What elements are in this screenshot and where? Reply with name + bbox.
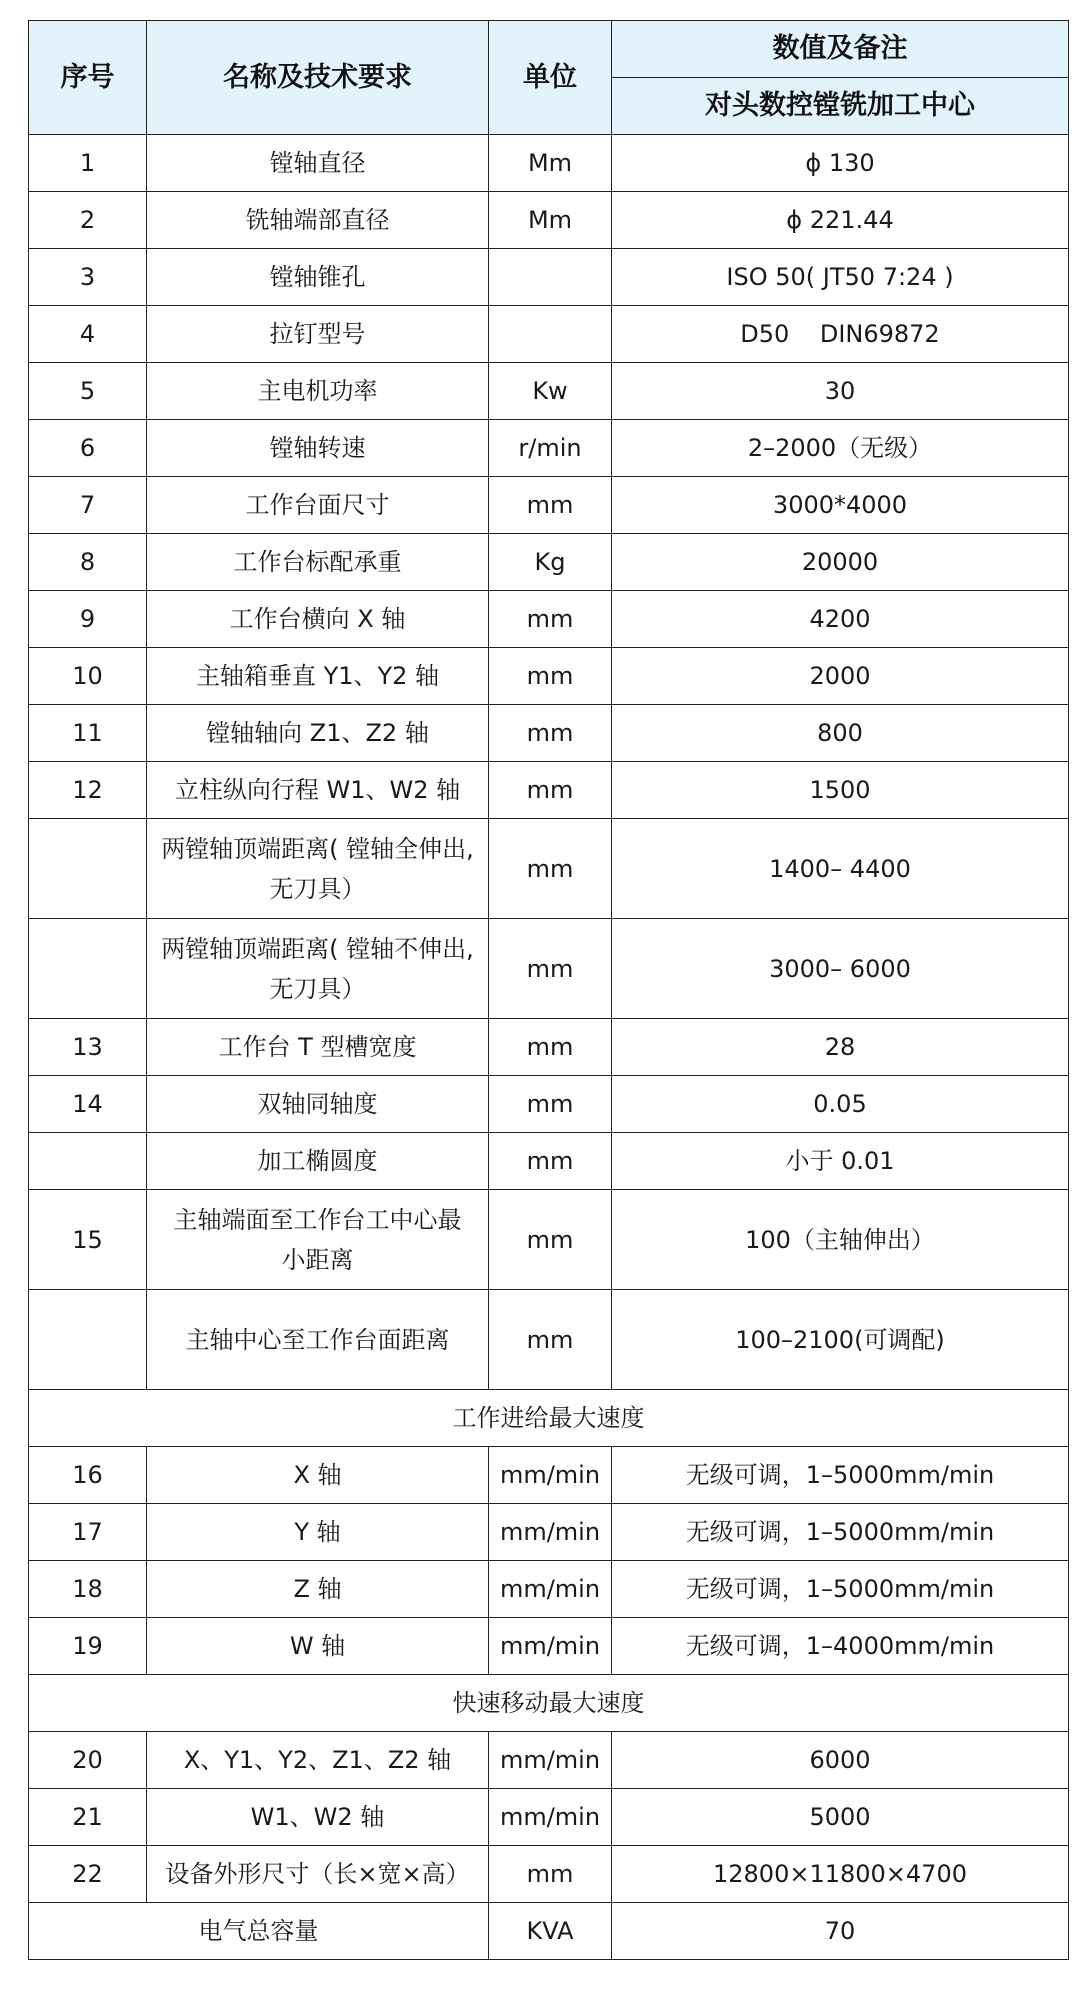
cell-no: 11 [29, 705, 147, 762]
cell-value: 无级可调，1–5000mm/min [612, 1561, 1069, 1618]
cell-name [147, 819, 489, 919]
cell-name: 镗轴轴向 Z1、Z2 轴 [147, 705, 489, 762]
table-row [29, 1732, 1069, 1789]
cell-unit: mm [489, 1290, 612, 1390]
section-title-feed: 工作进给最大速度 [29, 1390, 1069, 1447]
table-row [29, 1618, 1069, 1675]
section-title-rapid: 快速移动最大速度 [29, 1675, 1069, 1732]
cell-unit: mm [489, 1190, 612, 1290]
section-row-rapid [29, 1675, 1069, 1732]
cell-value: 无级可调，1–5000mm/min [612, 1504, 1069, 1561]
table-body [29, 135, 1069, 1960]
cell-unit: mm [489, 648, 612, 705]
spec-table [28, 20, 1069, 1960]
cell-no [29, 1133, 147, 1190]
cell-name: 主轴中心至工作台面距离 [147, 1290, 489, 1390]
cell-no: 21 [29, 1789, 147, 1846]
cell-name: 工作台横向 X 轴 [147, 591, 489, 648]
cell-unit: mm/min [489, 1447, 612, 1504]
cell-name: 镗轴锥孔 [147, 249, 489, 306]
cell-no: 6 [29, 420, 147, 477]
cell-unit: Mm [489, 135, 612, 192]
cell-unit: mm [489, 1019, 612, 1076]
cell-name-line1: 两镗轴顶端距离( 镗轴全伸出, [161, 834, 474, 863]
cell-no: 19 [29, 1618, 147, 1675]
cell-no: 16 [29, 1447, 147, 1504]
table-row [29, 1019, 1069, 1076]
cell-value: 100–2100(可调配) [612, 1290, 1069, 1390]
cell-value: D50 DIN69872 [612, 306, 1069, 363]
cell-no [29, 919, 147, 1019]
cell-name: 双轴同轴度 [147, 1076, 489, 1133]
cell-unit: mm [489, 1846, 612, 1903]
cell-name-line2: 小距离 [281, 1245, 354, 1274]
cell-unit: r/min [489, 420, 612, 477]
cell-unit: mm [489, 1076, 612, 1133]
cell-no: 17 [29, 1504, 147, 1561]
cell-name: 拉钉型号 [147, 306, 489, 363]
cell-name: 主轴箱垂直 Y1、Y2 轴 [147, 648, 489, 705]
cell-unit: mm [489, 477, 612, 534]
cell-value: ϕ 221.44 [612, 192, 1069, 249]
table-row [29, 1789, 1069, 1846]
cell-name: W1、W2 轴 [147, 1789, 489, 1846]
cell-value: 3000*4000 [612, 477, 1069, 534]
table-row [29, 591, 1069, 648]
cell-no [29, 819, 147, 919]
cell-unit: mm/min [489, 1732, 612, 1789]
table-row [29, 1561, 1069, 1618]
table-row [29, 363, 1069, 420]
cell-name: 加工椭圆度 [147, 1133, 489, 1190]
table-row [29, 648, 1069, 705]
cell-value: ϕ 130 [612, 135, 1069, 192]
section-row-feed [29, 1390, 1069, 1447]
cell-no: 9 [29, 591, 147, 648]
cell-name: 工作台面尺寸 [147, 477, 489, 534]
cell-no: 4 [29, 306, 147, 363]
cell-unit: mm/min [489, 1561, 612, 1618]
cell-value: 30 [612, 363, 1069, 420]
cell-value: 3000– 6000 [612, 919, 1069, 1019]
cell-value: 12800×11800×4700 [612, 1846, 1069, 1903]
cell-name: Z 轴 [147, 1561, 489, 1618]
cell-unit: mm [489, 819, 612, 919]
cell-no: 20 [29, 1732, 147, 1789]
cell-unit: mm [489, 762, 612, 819]
cell-name: Y 轴 [147, 1504, 489, 1561]
cell-value: 800 [612, 705, 1069, 762]
cell-unit: mm [489, 919, 612, 1019]
cell-name: 工作台标配承重 [147, 534, 489, 591]
cell-value: 0.05 [612, 1076, 1069, 1133]
cell-name: 设备外形尺寸（长×宽×高） [147, 1846, 489, 1903]
table-row [29, 306, 1069, 363]
cell-no: 7 [29, 477, 147, 534]
cell-value: 小于 0.01 [612, 1133, 1069, 1190]
cell-name: W 轴 [147, 1618, 489, 1675]
table-row [29, 534, 1069, 591]
cell-unit: mm [489, 1133, 612, 1190]
header-value-sub: 对头数控镗铣加工中心 [612, 78, 1069, 135]
cell-unit: mm [489, 705, 612, 762]
cell-unit: Kw [489, 363, 612, 420]
cell-unit: KVA [489, 1903, 612, 1960]
cell-value: 1400– 4400 [612, 819, 1069, 919]
cell-unit [489, 306, 612, 363]
cell-value: ISO 50( JT50 7:24 ) [612, 249, 1069, 306]
cell-no: 14 [29, 1076, 147, 1133]
table-row [29, 477, 1069, 534]
table-row-footer [29, 1903, 1069, 1960]
header-unit: 单位 [489, 21, 612, 135]
table-row [29, 135, 1069, 192]
header-no: 序号 [29, 21, 147, 135]
cell-name-line2: 无刀具） [269, 874, 366, 903]
cell-name-line1: 两镗轴顶端距离( 镗轴不伸出, [161, 934, 474, 963]
cell-name: 工作台 T 型槽宽度 [147, 1019, 489, 1076]
cell-name [147, 919, 489, 1019]
cell-unit: Kg [489, 534, 612, 591]
cell-unit: mm/min [489, 1789, 612, 1846]
cell-unit: mm/min [489, 1618, 612, 1675]
cell-unit: mm [489, 591, 612, 648]
cell-unit [489, 249, 612, 306]
cell-name-line2: 无刀具） [269, 974, 366, 1003]
cell-unit: Mm [489, 192, 612, 249]
cell-no: 10 [29, 648, 147, 705]
cell-no: 13 [29, 1019, 147, 1076]
cell-value: 1500 [612, 762, 1069, 819]
table-row [29, 762, 1069, 819]
cell-value: 28 [612, 1019, 1069, 1076]
cell-value: 无级可调，1–4000mm/min [612, 1618, 1069, 1675]
cell-name: X、Y1、Y2、Z1、Z2 轴 [147, 1732, 489, 1789]
table-row [29, 1846, 1069, 1903]
cell-name: 镗轴转速 [147, 420, 489, 477]
cell-value: 4200 [612, 591, 1069, 648]
table-row [29, 420, 1069, 477]
table-row [29, 1190, 1069, 1290]
cell-name: 主电机功率 [147, 363, 489, 420]
table-header [29, 21, 1069, 135]
cell-value: 100（主轴伸出） [612, 1190, 1069, 1290]
cell-no: 2 [29, 192, 147, 249]
cell-no: 8 [29, 534, 147, 591]
table-row [29, 192, 1069, 249]
spec-sheet [28, 20, 1068, 1960]
cell-value: 6000 [612, 1732, 1069, 1789]
table-row [29, 1076, 1069, 1133]
table-row [29, 1504, 1069, 1561]
cell-no: 15 [29, 1190, 147, 1290]
cell-name: 电气总容量 [29, 1903, 489, 1960]
table-row [29, 1133, 1069, 1190]
table-row [29, 705, 1069, 762]
cell-no: 1 [29, 135, 147, 192]
cell-no: 3 [29, 249, 147, 306]
cell-name: 铣轴端部直径 [147, 192, 489, 249]
cell-value: 2000 [612, 648, 1069, 705]
header-value: 数值及备注 [612, 21, 1069, 78]
cell-name: 镗轴直径 [147, 135, 489, 192]
header-name: 名称及技术要求 [147, 21, 489, 135]
cell-name [147, 1190, 489, 1290]
cell-name: X 轴 [147, 1447, 489, 1504]
cell-value: 5000 [612, 1789, 1069, 1846]
cell-value: 20000 [612, 534, 1069, 591]
cell-value: 70 [612, 1903, 1069, 1960]
table-row [29, 1290, 1069, 1390]
table-row [29, 1447, 1069, 1504]
cell-value: 2–2000（无级） [612, 420, 1069, 477]
cell-value: 无级可调，1–5000mm/min [612, 1447, 1069, 1504]
table-row [29, 919, 1069, 1019]
cell-no: 12 [29, 762, 147, 819]
cell-no [29, 1290, 147, 1390]
cell-no: 5 [29, 363, 147, 420]
cell-name: 立柱纵向行程 W1、W2 轴 [147, 762, 489, 819]
cell-name-line1: 主轴端面至工作台工中心最 [173, 1205, 462, 1234]
table-row [29, 819, 1069, 919]
cell-unit: mm/min [489, 1504, 612, 1561]
table-row [29, 249, 1069, 306]
cell-no: 18 [29, 1561, 147, 1618]
cell-no: 22 [29, 1846, 147, 1903]
